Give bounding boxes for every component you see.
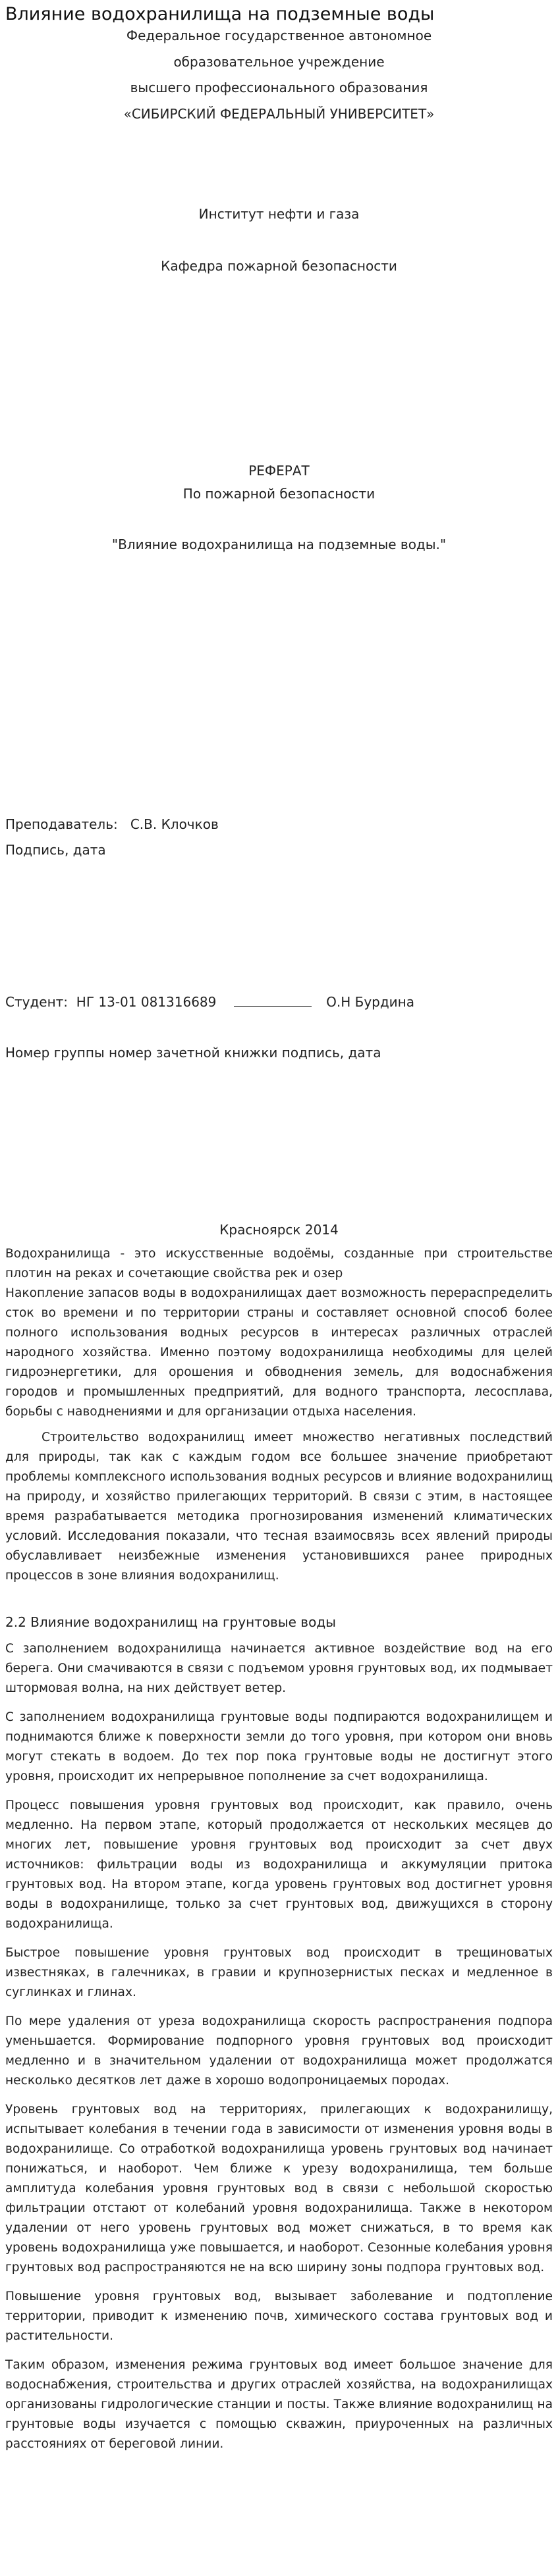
- topic: "Влияние водохранилища на подземные воды.": [111, 537, 447, 552]
- teacher-label: Преподаватель:: [5, 816, 118, 832]
- department-name: Кафедра пожарной безопасности: [161, 258, 397, 274]
- student-line: [5, 994, 414, 1010]
- teacher-name: С.В. Клочков: [130, 816, 219, 832]
- university-name: «СИБИРСКИЙ ФЕДЕРАЛЬНЫЙ УНИВЕРСИТЕТ»: [123, 106, 435, 122]
- section-paragraph: Таким образом, изменения режима грунтовых вод имеет большое значение для водоснабжения, строительства и других отраслей хозяйства, на водохранилищах организованы гидрологические станции и посты. Также влияние водохранилищ на грунтовые воды изучается с помощью скважин, приуроченных на различных расстояниях от береговой линии.: [5, 2358, 553, 2451]
- section-body: [5, 1639, 553, 2454]
- student-record-book: 081316689: [140, 994, 217, 1010]
- introduction: [5, 1244, 553, 1586]
- teacher-signature-caption: Подпись, дата: [5, 842, 106, 858]
- student-label: Студент:: [5, 994, 69, 1010]
- subject: По пожарной безопасности: [182, 486, 376, 502]
- student-caption: Номер группы номер зачетной книжки подпись, дата: [5, 1045, 381, 1061]
- section-paragraph: С заполнением водохранилища начинается активное воздействие вод на его берега. Они смачиваются в связи с подъемом уровня грунтовых вод, их подмывает штормовая волна, на них действует ветер.: [5, 1642, 553, 1695]
- signature-line: [234, 994, 312, 1007]
- work-type: РЕФЕРАТ: [248, 463, 310, 479]
- section-paragraph: Уровень грунтовых вод на территориях, прилегающих к водохранилищу, испытывает колебания в течении года в зависимости от изменения уровня воды в водохранилище. Со отработкой водохранилища уровень грунтовых вод начинает понижаться, и наоборот. Чем ближе к урезу водохранилища, тем больше амплитуда колебания уровня грунтовых вод в связи с небольшой скоростью фильтрации отстают от колебаний уровня водохранилища. Также в некотором удалении от него уровень грунтовых вод может снижаться, в то время как уровень водохранилища уже повышается, и наоборот. Сезонные колебания уровня грунтовых вод распространяются не на всю ширину зоны подпора грунтовых вод.: [5, 2103, 553, 2274]
- student-name: О.Н Бурдина: [326, 994, 415, 1010]
- header-line-1: Федеральное государственное автономное: [126, 28, 432, 43]
- section-paragraph: С заполнением водохранилища грунтовые воды подпираются водохранилищем и поднимаются ближе к поверхности земли до того уровня, при котором они вновь могут стекать в водоем. До тех пор пока грунтовые воды не достигнут этого уровня, происходит их непрерывное пополнение за счет водохранилища.: [5, 1710, 553, 1783]
- intro-paragraph-1: Водохранилища - это искусственные водоёмы, созданные при строительстве плотин на реках и сочетающие свойства рек и озер: [5, 1247, 553, 1280]
- header-line-2: образовательное учреждение: [173, 54, 385, 70]
- section-paragraph: Повышение уровня грунтовых вод, вызывает заболевание и подтопление территории, приводит к изменению почв, химического состава грунтовых вод и растительности.: [5, 2290, 553, 2343]
- page-title: Влияние водохранилища на подземные воды: [5, 4, 435, 24]
- city-year: Красноярск 2014: [219, 1222, 339, 1238]
- section-heading: 2.2 Влияние водохранилищ на грунтовые воды: [5, 1614, 336, 1630]
- section-paragraph: По мере удаления от уреза водохранилища скорость распространения подпора уменьшается. Формирование подпорного уровня грунтовых вод происходит медленно и в значительном удалении от водохранилища может продолжатся несколько десятков лет даже в хорошо водопроницаемых породах.: [5, 2014, 553, 2088]
- institute-name: Институт нефти и газа: [198, 206, 360, 222]
- teacher-line: [5, 816, 219, 832]
- intro-paragraph-3: Строительство водохранилищ имеет множество негативных последствий для природы, так как с каждым годом все большее значение приобретают проблемы комплексного использования водных ресурсов и влияние водохранилищ на природу, и хозяйство прилегающих территорий. В связи с этим, в настоящее время разрабатывается методика прогнозирования изменений климатических условий. Исследования показали, что тесная взаимосвязь всех явлений природы обуславливает неизбежные изменения установившихся ранее природных процессов в зоне влияния водохранилищ.: [5, 1431, 553, 1583]
- student-group: НГ 13-01: [76, 994, 137, 1010]
- section-paragraph: Быстрое повышение уровня грунтовых вод происходит в трещиноватых известняках, в галечниках, в гравии и крупнозернистых песках и медленное в суглинках и глинах.: [5, 1946, 553, 1999]
- intro-paragraph-2: Накопление запасов воды в водохранилищах дает возможность перераспределить сток во времени и по территории страны и составляет основной способ более полного использования водных ресурсов в интересах различных отраслей народного хозяйства. Именно поэтому водохранилища необходимы для целей гидроэнергетики, для орошения и обводнения земель, для водоснабжения городов и промышленных предприятий, для водного транспорта, лесосплава, борьбы с наводнениями и для организации отдыха населения.: [5, 1286, 553, 1419]
- header-line-3: высшего профессионального образования: [130, 80, 428, 95]
- section-paragraph: Процесс повышения уровня грунтовых вод происходит, как правило, очень медленно. На первом этапе, который продолжается от нескольких месяцев до многих лет, повышение уровня грунтовых вод происходит за счет двух источников: фильтрации воды из водохранилища и аккумуляции притока грунтовых вод. На втором этапе, когда уровень грунтовых вод достигнет уровня воды в водохранилище, только за счет грунтовых вод, движущихся в сторону водохранилища.: [5, 1799, 553, 1931]
